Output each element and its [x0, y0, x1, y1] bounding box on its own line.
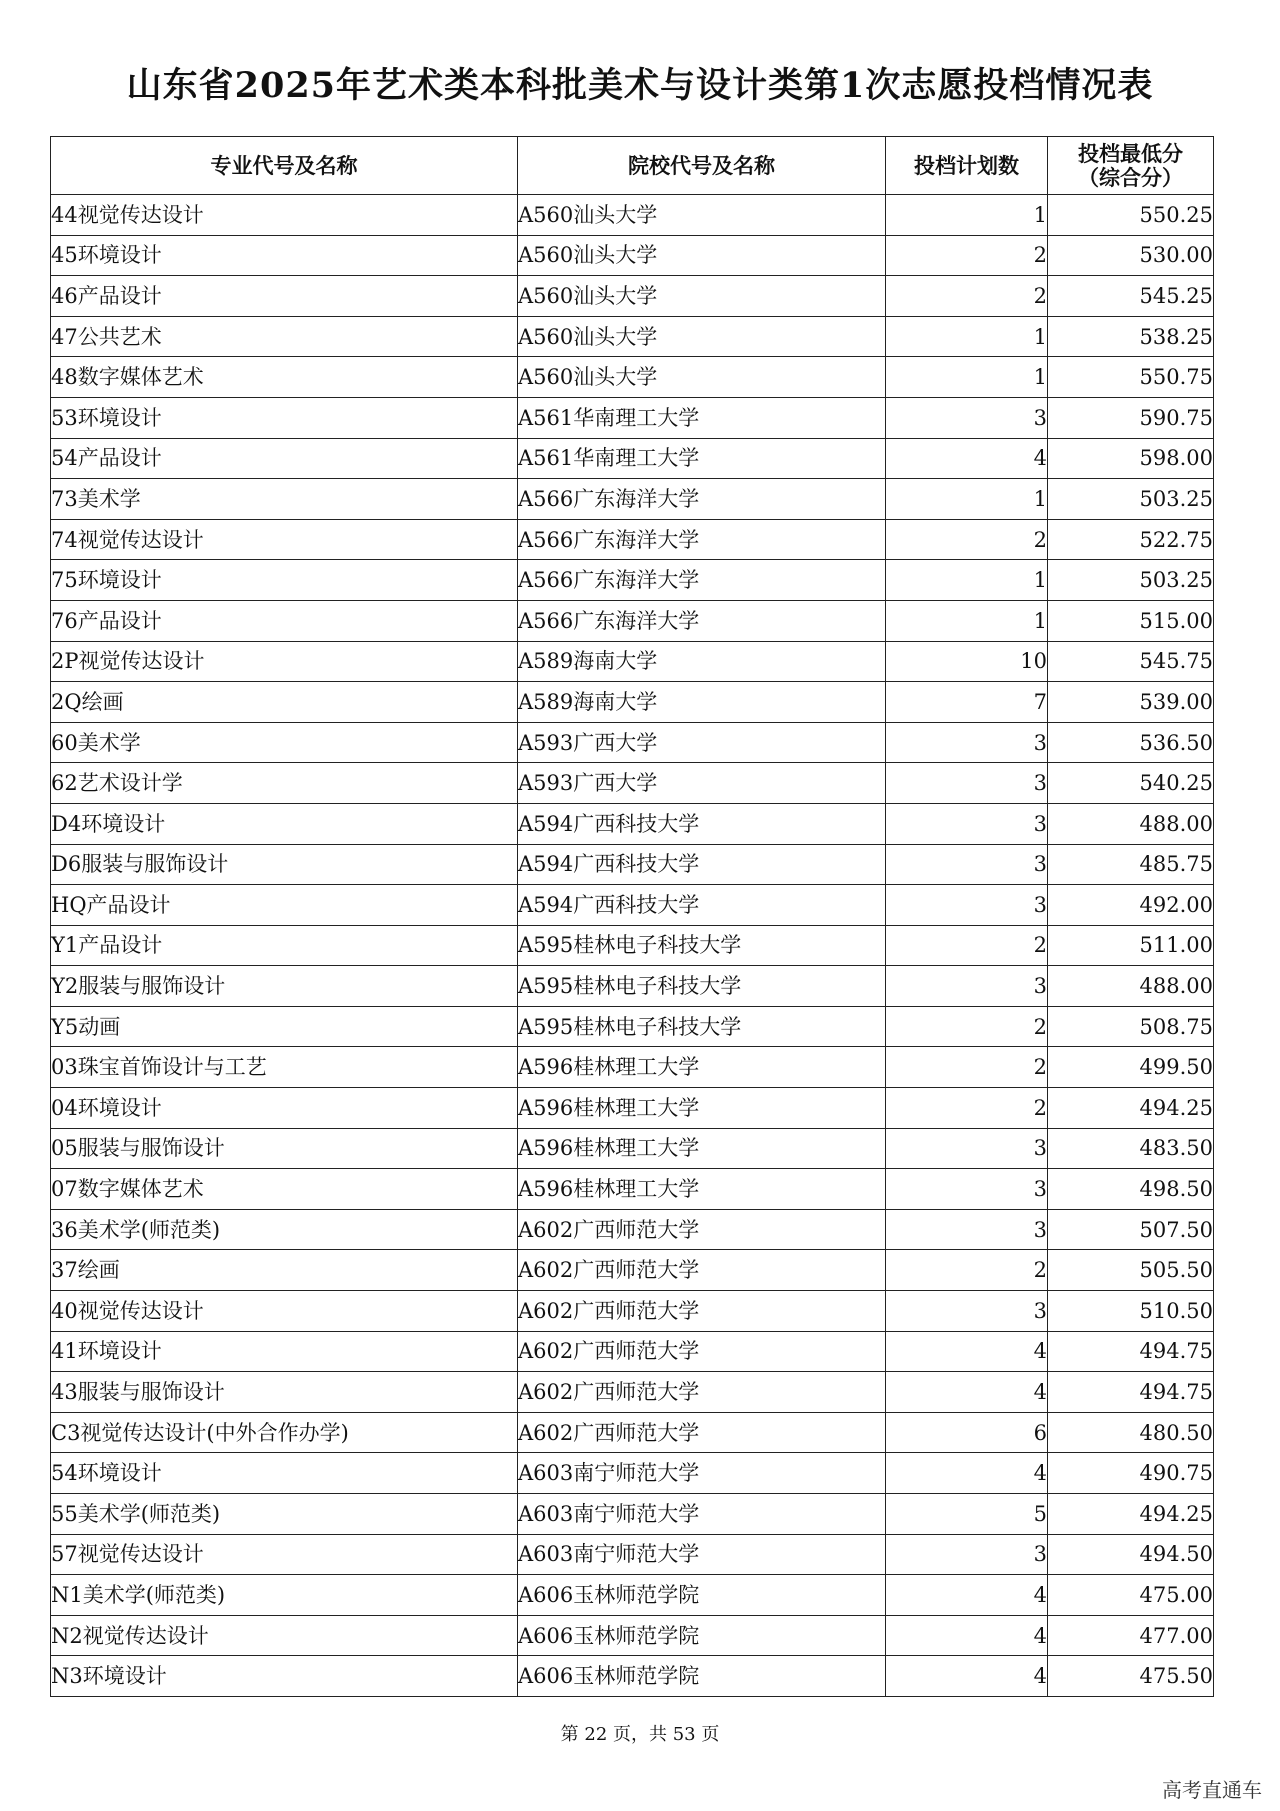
watermark-text: 高考直通车 — [1162, 1778, 1262, 1802]
table-row — [51, 1088, 1214, 1129]
school-cell: A602广西师范大学 — [518, 1291, 886, 1332]
plan-count-cell: 2 — [886, 1250, 1048, 1291]
table-row — [51, 1412, 1214, 1453]
major-cell: 43服装与服饰设计 — [51, 1372, 518, 1413]
min-score-cell: 510.50 — [1048, 1291, 1214, 1332]
table-row — [51, 682, 1214, 723]
table-row — [51, 925, 1214, 966]
table-row — [51, 844, 1214, 885]
min-score-cell: 494.25 — [1048, 1494, 1214, 1535]
plan-count-cell: 1 — [886, 600, 1048, 641]
min-score-cell: 590.75 — [1048, 397, 1214, 438]
plan-count-cell: 2 — [886, 519, 1048, 560]
min-score-cell: 492.00 — [1048, 885, 1214, 926]
table-row — [51, 1006, 1214, 1047]
school-cell: A593广西大学 — [518, 722, 886, 763]
school-cell: A602广西师范大学 — [518, 1412, 886, 1453]
min-score-cell: 485.75 — [1048, 844, 1214, 885]
table-row — [51, 316, 1214, 357]
major-cell: N2视觉传达设计 — [51, 1615, 518, 1656]
plan-count-cell: 1 — [886, 479, 1048, 520]
min-score-cell: 483.50 — [1048, 1128, 1214, 1169]
school-cell: A589海南大学 — [518, 682, 886, 723]
table-row — [51, 1615, 1214, 1656]
major-cell: 41环境设计 — [51, 1331, 518, 1372]
plan-count-cell: 3 — [886, 763, 1048, 804]
plan-count-cell: 4 — [886, 1575, 1048, 1616]
min-score-cell: 475.50 — [1048, 1656, 1214, 1697]
header-min-score-line2: （综合分） — [1078, 164, 1183, 190]
school-cell: A561华南理工大学 — [518, 438, 886, 479]
min-score-cell: 499.50 — [1048, 1047, 1214, 1088]
major-cell: 2Q绘画 — [51, 682, 518, 723]
major-cell: 75环境设计 — [51, 560, 518, 601]
plan-count-cell: 2 — [886, 1006, 1048, 1047]
table-row — [51, 276, 1214, 317]
major-cell: 53环境设计 — [51, 397, 518, 438]
table-row — [51, 560, 1214, 601]
admission-table — [50, 136, 1214, 1697]
school-cell: A606玉林师范学院 — [518, 1615, 886, 1656]
table-row — [51, 1534, 1214, 1575]
min-score-cell: 505.50 — [1048, 1250, 1214, 1291]
table-row — [51, 722, 1214, 763]
school-cell: A560汕头大学 — [518, 195, 886, 236]
min-score-cell: 530.00 — [1048, 235, 1214, 276]
plan-count-cell: 3 — [886, 885, 1048, 926]
major-cell: 37绘画 — [51, 1250, 518, 1291]
major-cell: 74视觉传达设计 — [51, 519, 518, 560]
school-cell: A566广东海洋大学 — [518, 479, 886, 520]
major-cell: 57视觉传达设计 — [51, 1534, 518, 1575]
major-cell: D4环境设计 — [51, 803, 518, 844]
min-score-cell: 480.50 — [1048, 1412, 1214, 1453]
plan-count-cell: 3 — [886, 1128, 1048, 1169]
school-cell: A560汕头大学 — [518, 316, 886, 357]
school-cell: A602广西师范大学 — [518, 1209, 886, 1250]
major-cell: 76产品设计 — [51, 600, 518, 641]
school-cell: A606玉林师范学院 — [518, 1656, 886, 1697]
min-score-cell: 539.00 — [1048, 682, 1214, 723]
table-row — [51, 1209, 1214, 1250]
school-cell: A594广西科技大学 — [518, 844, 886, 885]
table-row — [51, 1128, 1214, 1169]
school-cell: A589海南大学 — [518, 641, 886, 682]
table-row — [51, 1372, 1214, 1413]
school-cell: A603南宁师范大学 — [518, 1494, 886, 1535]
header-school: 院校代号及名称 — [518, 137, 886, 195]
school-cell: A595桂林电子科技大学 — [518, 1006, 886, 1047]
school-cell: A560汕头大学 — [518, 357, 886, 398]
table-row — [51, 397, 1214, 438]
major-cell: 44视觉传达设计 — [51, 195, 518, 236]
min-score-cell: 494.75 — [1048, 1372, 1214, 1413]
min-score-cell: 477.00 — [1048, 1615, 1214, 1656]
major-cell: 04环境设计 — [51, 1088, 518, 1129]
major-cell: HQ产品设计 — [51, 885, 518, 926]
min-score-cell: 507.50 — [1048, 1209, 1214, 1250]
table-row — [51, 1250, 1214, 1291]
major-cell: Y5动画 — [51, 1006, 518, 1047]
major-cell: 46产品设计 — [51, 276, 518, 317]
header-min-score — [1048, 137, 1214, 195]
table-row — [51, 600, 1214, 641]
min-score-cell: 550.75 — [1048, 357, 1214, 398]
min-score-cell: 598.00 — [1048, 438, 1214, 479]
school-cell: A595桂林电子科技大学 — [518, 966, 886, 1007]
plan-count-cell: 4 — [886, 1372, 1048, 1413]
min-score-cell: 545.25 — [1048, 276, 1214, 317]
table-row — [51, 763, 1214, 804]
min-score-cell: 508.75 — [1048, 1006, 1214, 1047]
plan-count-cell: 1 — [886, 357, 1048, 398]
plan-count-cell: 3 — [886, 844, 1048, 885]
major-cell: 62艺术设计学 — [51, 763, 518, 804]
table-row — [51, 803, 1214, 844]
min-score-cell: 494.25 — [1048, 1088, 1214, 1129]
plan-count-cell: 10 — [886, 641, 1048, 682]
plan-count-cell: 2 — [886, 235, 1048, 276]
table-row — [51, 641, 1214, 682]
min-score-cell: 494.50 — [1048, 1534, 1214, 1575]
major-cell: 54产品设计 — [51, 438, 518, 479]
plan-count-cell: 3 — [886, 1534, 1048, 1575]
table-row — [51, 479, 1214, 520]
major-cell: 2P视觉传达设计 — [51, 641, 518, 682]
major-cell: N1美术学(师范类) — [51, 1575, 518, 1616]
plan-count-cell: 3 — [886, 1169, 1048, 1210]
table-row — [51, 1453, 1214, 1494]
min-score-cell: 498.50 — [1048, 1169, 1214, 1210]
min-score-cell: 538.25 — [1048, 316, 1214, 357]
school-cell: A606玉林师范学院 — [518, 1575, 886, 1616]
plan-count-cell: 5 — [886, 1494, 1048, 1535]
school-cell: A596桂林理工大学 — [518, 1169, 886, 1210]
table-row — [51, 1656, 1214, 1697]
plan-count-cell: 6 — [886, 1412, 1048, 1453]
document-title: 山东省2025年艺术类本科批美术与设计类第1次志愿投档情况表 — [126, 65, 1154, 106]
header-major: 专业代号及名称 — [51, 137, 518, 195]
plan-count-cell: 3 — [886, 966, 1048, 1007]
plan-count-cell: 4 — [886, 1615, 1048, 1656]
min-score-cell: 490.75 — [1048, 1453, 1214, 1494]
header-plan: 投档计划数 — [886, 137, 1048, 195]
plan-count-cell: 3 — [886, 722, 1048, 763]
school-cell: A561华南理工大学 — [518, 397, 886, 438]
school-cell: A595桂林电子科技大学 — [518, 925, 886, 966]
school-cell: A603南宁师范大学 — [518, 1534, 886, 1575]
table-row — [51, 357, 1214, 398]
table-row — [51, 438, 1214, 479]
major-cell: Y1产品设计 — [51, 925, 518, 966]
min-score-cell: 488.00 — [1048, 803, 1214, 844]
min-score-cell: 545.75 — [1048, 641, 1214, 682]
major-cell: D6服装与服饰设计 — [51, 844, 518, 885]
min-score-cell: 503.25 — [1048, 560, 1214, 601]
plan-count-cell: 2 — [886, 276, 1048, 317]
table-row — [51, 1169, 1214, 1210]
min-score-cell: 522.75 — [1048, 519, 1214, 560]
table-row — [51, 235, 1214, 276]
min-score-cell: 515.00 — [1048, 600, 1214, 641]
school-cell: A560汕头大学 — [518, 276, 886, 317]
plan-count-cell: 2 — [886, 1088, 1048, 1129]
school-cell: A594广西科技大学 — [518, 885, 886, 926]
school-cell: A596桂林理工大学 — [518, 1088, 886, 1129]
school-cell: A602广西师范大学 — [518, 1331, 886, 1372]
school-cell: A602广西师范大学 — [518, 1372, 886, 1413]
table-row — [51, 519, 1214, 560]
major-cell: Y2服装与服饰设计 — [51, 966, 518, 1007]
major-cell: C3视觉传达设计(中外合作办学) — [51, 1412, 518, 1453]
major-cell: 73美术学 — [51, 479, 518, 520]
school-cell: A566广东海洋大学 — [518, 560, 886, 601]
table-row — [51, 1575, 1214, 1616]
major-cell: 48数字媒体艺术 — [51, 357, 518, 398]
major-cell: 45环境设计 — [51, 235, 518, 276]
school-cell: A596桂林理工大学 — [518, 1047, 886, 1088]
plan-count-cell: 3 — [886, 803, 1048, 844]
major-cell: 40视觉传达设计 — [51, 1291, 518, 1332]
table-header-row — [51, 137, 1214, 195]
plan-count-cell: 4 — [886, 1656, 1048, 1697]
table-row — [51, 966, 1214, 1007]
min-score-cell: 488.00 — [1048, 966, 1214, 1007]
school-cell: A566广东海洋大学 — [518, 600, 886, 641]
table-row — [51, 1331, 1214, 1372]
major-cell: 47公共艺术 — [51, 316, 518, 357]
plan-count-cell: 2 — [886, 925, 1048, 966]
plan-count-cell: 1 — [886, 195, 1048, 236]
min-score-cell: 550.25 — [1048, 195, 1214, 236]
major-cell: 05服装与服饰设计 — [51, 1128, 518, 1169]
major-cell: 54环境设计 — [51, 1453, 518, 1494]
major-cell: 07数字媒体艺术 — [51, 1169, 518, 1210]
plan-count-cell: 4 — [886, 438, 1048, 479]
school-cell: A594广西科技大学 — [518, 803, 886, 844]
plan-count-cell: 3 — [886, 1209, 1048, 1250]
plan-count-cell: 3 — [886, 397, 1048, 438]
table-body — [51, 195, 1214, 1697]
major-cell: N3环境设计 — [51, 1656, 518, 1697]
plan-count-cell: 1 — [886, 560, 1048, 601]
table-row — [51, 1047, 1214, 1088]
min-score-cell: 536.50 — [1048, 722, 1214, 763]
school-cell: A602广西师范大学 — [518, 1250, 886, 1291]
table-row — [51, 195, 1214, 236]
min-score-cell: 494.75 — [1048, 1331, 1214, 1372]
header-min-score-line1: 投档最低分 — [1078, 140, 1183, 166]
plan-count-cell: 1 — [886, 316, 1048, 357]
plan-count-cell: 4 — [886, 1331, 1048, 1372]
table-row — [51, 1494, 1214, 1535]
plan-count-cell: 2 — [886, 1047, 1048, 1088]
min-score-cell: 511.00 — [1048, 925, 1214, 966]
plan-count-cell: 3 — [886, 1291, 1048, 1332]
plan-count-cell: 7 — [886, 682, 1048, 723]
min-score-cell: 475.00 — [1048, 1575, 1214, 1616]
school-cell: A560汕头大学 — [518, 235, 886, 276]
min-score-cell: 540.25 — [1048, 763, 1214, 804]
school-cell: A593广西大学 — [518, 763, 886, 804]
major-cell: 36美术学(师范类) — [51, 1209, 518, 1250]
page-number: 第 22 页，共 53 页 — [560, 1724, 720, 1745]
major-cell: 55美术学(师范类) — [51, 1494, 518, 1535]
school-cell: A596桂林理工大学 — [518, 1128, 886, 1169]
major-cell: 60美术学 — [51, 722, 518, 763]
school-cell: A603南宁师范大学 — [518, 1453, 886, 1494]
table-row — [51, 1291, 1214, 1332]
table-row — [51, 885, 1214, 926]
min-score-cell: 503.25 — [1048, 479, 1214, 520]
major-cell: 03珠宝首饰设计与工艺 — [51, 1047, 518, 1088]
school-cell: A566广东海洋大学 — [518, 519, 886, 560]
plan-count-cell: 4 — [886, 1453, 1048, 1494]
